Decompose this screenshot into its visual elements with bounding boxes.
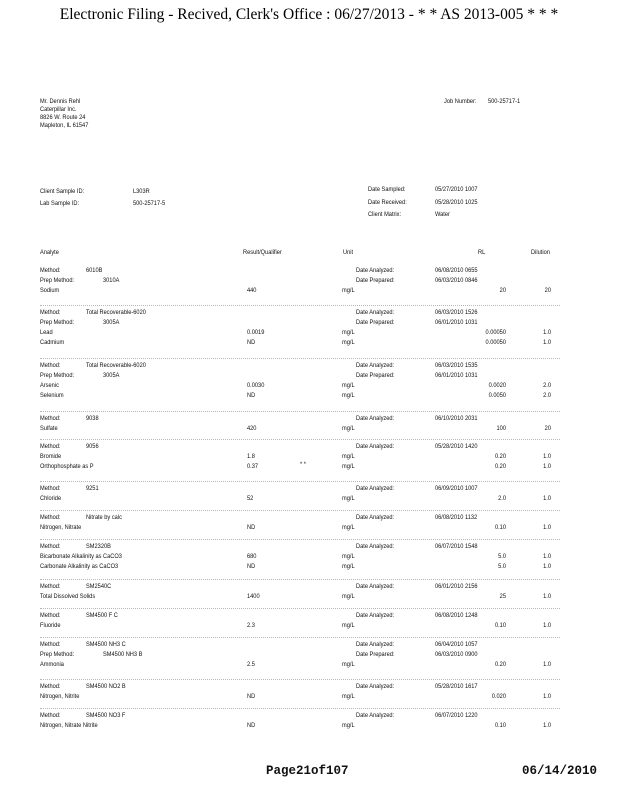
analyte-name: Selenium xyxy=(40,392,64,399)
method-label: Method: xyxy=(40,683,61,690)
unit-value: mg/L xyxy=(342,524,355,531)
unit-value: mg/L xyxy=(342,563,355,570)
date-analyzed-label: Date Analyzed: xyxy=(356,309,395,316)
result-value: 2.5 xyxy=(247,661,255,668)
col-header-dilution: Dilution xyxy=(531,249,550,256)
unit-value: mg/L xyxy=(342,622,355,629)
unit-value: mg/L xyxy=(342,722,355,729)
date-sampled: 05/27/2010 1007 xyxy=(435,186,478,193)
dilution-value: 2.0 xyxy=(543,392,551,399)
result-value: ND xyxy=(247,722,256,729)
result-value: ND xyxy=(247,563,256,570)
address-line: Caterpillar Inc. xyxy=(40,106,77,113)
result-value: ND xyxy=(247,339,256,346)
rl-value: 5.0 xyxy=(498,563,506,570)
method-label: Method: xyxy=(40,514,61,521)
dilution-value: 1.0 xyxy=(543,339,551,346)
date-analyzed-label: Date Analyzed: xyxy=(356,415,395,422)
date-analyzed-label: Date Analyzed: xyxy=(356,485,395,492)
rl-value: 25 xyxy=(499,593,506,600)
date-sampled-label: Date Sampled: xyxy=(368,186,406,193)
page-number: Page21of107 xyxy=(266,764,349,778)
date-analyzed: 06/08/2010 1132 xyxy=(435,514,478,521)
section-divider xyxy=(40,510,560,511)
footer-date: 06/14/2010 xyxy=(522,764,598,778)
table-row xyxy=(0,495,618,505)
prep-method-label: Prep Method: xyxy=(40,651,75,658)
client-matrix-label: Client Matrix: xyxy=(368,211,402,218)
date-analyzed: 06/09/2010 1007 xyxy=(435,485,478,492)
date-prepared: 06/01/2010 1031 xyxy=(435,372,478,379)
rl-value: 0.10 xyxy=(494,524,506,531)
section-divider xyxy=(40,411,560,412)
method-name: Total Recoverable-6020 xyxy=(86,362,146,369)
method-label: Method: xyxy=(40,485,61,492)
date-analyzed-label: Date Analyzed: xyxy=(356,583,395,590)
date-prepared-label: Date Prepared: xyxy=(356,319,395,326)
table-row xyxy=(0,524,618,534)
rl-value: 0.20 xyxy=(494,463,506,470)
method-name: Nitrate by calc xyxy=(86,514,122,521)
rl-value: 2.0 xyxy=(498,495,506,502)
col-header-result: Result/Qualifier xyxy=(243,249,282,256)
analyte-name: Fluoride xyxy=(40,622,61,629)
unit-value: mg/L xyxy=(342,553,355,560)
rl-value: 0.0050 xyxy=(488,392,506,399)
filing-header: Electronic Filing - Recived, Clerk's Office : 06/27/2013 - * * AS 2013-005 * * * xyxy=(59,6,559,23)
result-value: 680 xyxy=(247,553,257,560)
table-row xyxy=(0,425,618,435)
method-name: SM4500 F C xyxy=(86,612,118,619)
rl-value: 0.0020 xyxy=(488,382,506,389)
result-value: ND xyxy=(247,392,256,399)
date-prepared: 06/01/2010 1031 xyxy=(435,319,478,326)
dilution-value: 1.0 xyxy=(543,593,551,600)
unit-value: mg/L xyxy=(342,495,355,502)
rl-value: 0.00050 xyxy=(485,329,506,336)
date-analyzed-label: Date Analyzed: xyxy=(356,267,395,274)
result-value: 0.37 xyxy=(247,463,259,470)
section-divider xyxy=(40,708,560,709)
col-header-rl: RL xyxy=(478,249,486,256)
date-analyzed: 06/01/2010 2156 xyxy=(435,583,478,590)
dilution-value: 20 xyxy=(544,425,551,432)
result-value: 420 xyxy=(247,425,257,432)
date-analyzed-label: Date Analyzed: xyxy=(356,514,395,521)
analyte-name: Chloride xyxy=(40,495,62,502)
table-row xyxy=(0,382,618,392)
date-analyzed-label: Date Analyzed: xyxy=(356,683,395,690)
dilution-value: 1.0 xyxy=(543,722,551,729)
unit-value: mg/L xyxy=(342,453,355,460)
method-label: Method: xyxy=(40,415,61,422)
analyte-name: Arsenic xyxy=(40,382,59,389)
method-name: SM4500 NO3 F xyxy=(86,712,126,719)
result-value: 52 xyxy=(247,495,254,502)
rl-value: 0.020 xyxy=(491,693,506,700)
method-label: Method: xyxy=(40,443,61,450)
section-divider xyxy=(40,358,560,359)
result-value: 440 xyxy=(247,287,257,294)
section-divider xyxy=(40,608,560,609)
rl-value: 20 xyxy=(499,287,506,294)
rl-value: 0.00050 xyxy=(485,339,506,346)
date-prepared-label: Date Prepared: xyxy=(356,277,395,284)
analyte-name: Nitrogen, Nitrate xyxy=(40,524,82,531)
dilution-value: 2.0 xyxy=(543,382,551,389)
unit-value: mg/L xyxy=(342,329,355,336)
client-sample-id-label: Client Sample ID: xyxy=(40,188,85,195)
dilution-value: 1.0 xyxy=(543,463,551,470)
analyte-name: Total Dissolved Solids xyxy=(40,593,96,600)
method-name: 9056 xyxy=(86,443,99,450)
method-label: Method: xyxy=(40,641,61,648)
analyte-name: Sodium xyxy=(40,287,60,294)
analyte-name: Sulfate xyxy=(40,425,58,432)
table-row xyxy=(0,563,618,573)
dilution-value: 1.0 xyxy=(543,693,551,700)
method-label: Method: xyxy=(40,712,61,719)
analyte-name: Carbonate Alkalinity as CaCO3 xyxy=(40,563,119,570)
analyte-name: Bicarbonate Alkalinity as CaCO3 xyxy=(40,553,122,560)
col-header-unit: Unit xyxy=(343,249,354,256)
date-received: 05/28/2010 1025 xyxy=(435,199,478,206)
rl-value: 100 xyxy=(496,425,506,432)
result-value: 1400 xyxy=(247,593,260,600)
table-row xyxy=(0,463,618,473)
method-name: SM4500 NH3 C xyxy=(86,641,126,648)
table-row xyxy=(0,392,618,402)
analyte-name: Bromide xyxy=(40,453,62,460)
date-analyzed: 06/08/2010 0655 xyxy=(435,267,478,274)
section-divider xyxy=(40,481,560,482)
prep-method-name: 3005A xyxy=(103,319,120,326)
address-line: 8826 W. Route 24 xyxy=(40,114,86,121)
method-name: SM4500 NO2 B xyxy=(86,683,126,690)
client-sample-id: L303R xyxy=(133,188,150,195)
result-value: 1.8 xyxy=(247,453,255,460)
prep-method-name: 3005A xyxy=(103,372,120,379)
client-address xyxy=(40,98,88,130)
prep-method-name: 3010A xyxy=(103,277,120,284)
rl-value: 0.10 xyxy=(494,622,506,629)
table-row xyxy=(0,661,618,671)
rl-value: 0.20 xyxy=(494,661,506,668)
date-prepared: 06/03/2010 0900 xyxy=(435,651,478,658)
address-line: Mr. Dennis Rehl xyxy=(40,98,81,105)
unit-value: mg/L xyxy=(342,392,355,399)
analyte-name: Orthophosphate as P xyxy=(40,463,94,470)
client-matrix: Water xyxy=(435,211,450,218)
method-name: 6010B xyxy=(86,267,103,274)
dilution-value: 1.0 xyxy=(543,563,551,570)
method-label: Method: xyxy=(40,267,61,274)
section-divider xyxy=(40,637,560,638)
table-row xyxy=(0,453,618,463)
date-analyzed: 06/10/2010 2031 xyxy=(435,415,478,422)
result-value: ND xyxy=(247,524,256,531)
date-analyzed-label: Date Analyzed: xyxy=(356,362,395,369)
unit-value: mg/L xyxy=(342,425,355,432)
table-row xyxy=(0,553,618,563)
result-value: 0.0019 xyxy=(247,329,265,336)
section-divider xyxy=(40,539,560,540)
prep-method-label: Prep Method: xyxy=(40,277,75,284)
method-label: Method: xyxy=(40,309,61,316)
date-analyzed: 06/03/2010 1535 xyxy=(435,362,478,369)
job-number: 500-25717-1 xyxy=(488,98,521,105)
result-value: ND xyxy=(247,693,256,700)
dilution-value: 1.0 xyxy=(543,622,551,629)
dilution-value: 20 xyxy=(544,287,551,294)
date-prepared: 06/03/2010 0846 xyxy=(435,277,478,284)
rl-value: 5.0 xyxy=(498,553,506,560)
date-analyzed: 06/07/2010 1220 xyxy=(435,712,478,719)
section-divider xyxy=(40,579,560,580)
date-analyzed-label: Date Analyzed: xyxy=(356,443,395,450)
dilution-value: 1.0 xyxy=(543,661,551,668)
method-label: Method: xyxy=(40,583,61,590)
date-analyzed: 06/08/2010 1248 xyxy=(435,612,478,619)
dilution-value: 1.0 xyxy=(543,453,551,460)
prep-method-label: Prep Method: xyxy=(40,372,75,379)
result-qualifier: * * xyxy=(300,461,306,468)
method-name: SM2320B xyxy=(86,543,111,550)
result-value: 2.3 xyxy=(247,622,255,629)
date-analyzed-label: Date Analyzed: xyxy=(356,543,395,550)
method-label: Method: xyxy=(40,612,61,619)
unit-value: mg/L xyxy=(342,287,355,294)
prep-method-name: SM4500 NH3 B xyxy=(103,651,143,658)
date-analyzed-label: Date Analyzed: xyxy=(356,641,395,648)
section-divider xyxy=(40,439,560,440)
date-prepared-label: Date Prepared: xyxy=(356,651,395,658)
date-analyzed: 05/28/2010 1420 xyxy=(435,443,478,450)
lab-sample-id: 500-25717-5 xyxy=(133,200,166,207)
col-header-analyte: Analyte xyxy=(40,249,59,256)
date-analyzed: 06/03/2010 1526 xyxy=(435,309,478,316)
unit-value: mg/L xyxy=(342,339,355,346)
prep-method-label: Prep Method: xyxy=(40,319,75,326)
address-line: Mapleton, IL 61547 xyxy=(40,122,89,129)
result-value: 0.0030 xyxy=(247,382,265,389)
method-label: Method: xyxy=(40,362,61,369)
date-received-label: Date Received: xyxy=(368,199,407,206)
method-name: 9038 xyxy=(86,415,99,422)
method-name: 9251 xyxy=(86,485,99,492)
table-row xyxy=(0,287,618,297)
unit-value: mg/L xyxy=(342,463,355,470)
dilution-value: 1.0 xyxy=(543,524,551,531)
dilution-value: 1.0 xyxy=(543,553,551,560)
unit-value: mg/L xyxy=(342,661,355,668)
date-analyzed-label: Date Analyzed: xyxy=(356,612,395,619)
table-row xyxy=(0,693,618,703)
rl-value: 0.20 xyxy=(494,453,506,460)
method-label: Method: xyxy=(40,543,61,550)
method-name: Total Recoverable-6020 xyxy=(86,309,146,316)
unit-value: mg/L xyxy=(342,693,355,700)
section-divider xyxy=(40,305,560,306)
job-number-label: Job Number: xyxy=(444,98,477,105)
unit-value: mg/L xyxy=(342,382,355,389)
lab-sample-id-label: Lab Sample ID: xyxy=(40,200,80,207)
section-divider xyxy=(40,679,560,680)
unit-value: mg/L xyxy=(342,593,355,600)
method-name: SM2540C xyxy=(86,583,112,590)
date-analyzed: 06/07/2010 1548 xyxy=(435,543,478,550)
rl-value: 0.10 xyxy=(494,722,506,729)
analyte-name: Nitrogen, Nitrite xyxy=(40,693,80,700)
table-row xyxy=(0,593,618,603)
table-row xyxy=(0,329,618,339)
table-row xyxy=(0,722,618,732)
date-analyzed: 06/04/2010 1057 xyxy=(435,641,478,648)
date-analyzed-label: Date Analyzed: xyxy=(356,712,395,719)
date-prepared-label: Date Prepared: xyxy=(356,372,395,379)
analyte-name: Ammonia xyxy=(40,661,64,668)
dilution-value: 1.0 xyxy=(543,495,551,502)
date-analyzed: 05/28/2010 1617 xyxy=(435,683,478,690)
table-row xyxy=(0,339,618,349)
analyte-name: Lead xyxy=(40,329,53,336)
dilution-value: 1.0 xyxy=(543,329,551,336)
analyte-name: Nitrogen, Nitrate Nitrite xyxy=(40,722,98,729)
analyte-name: Cadmium xyxy=(40,339,65,346)
table-row xyxy=(0,622,618,632)
